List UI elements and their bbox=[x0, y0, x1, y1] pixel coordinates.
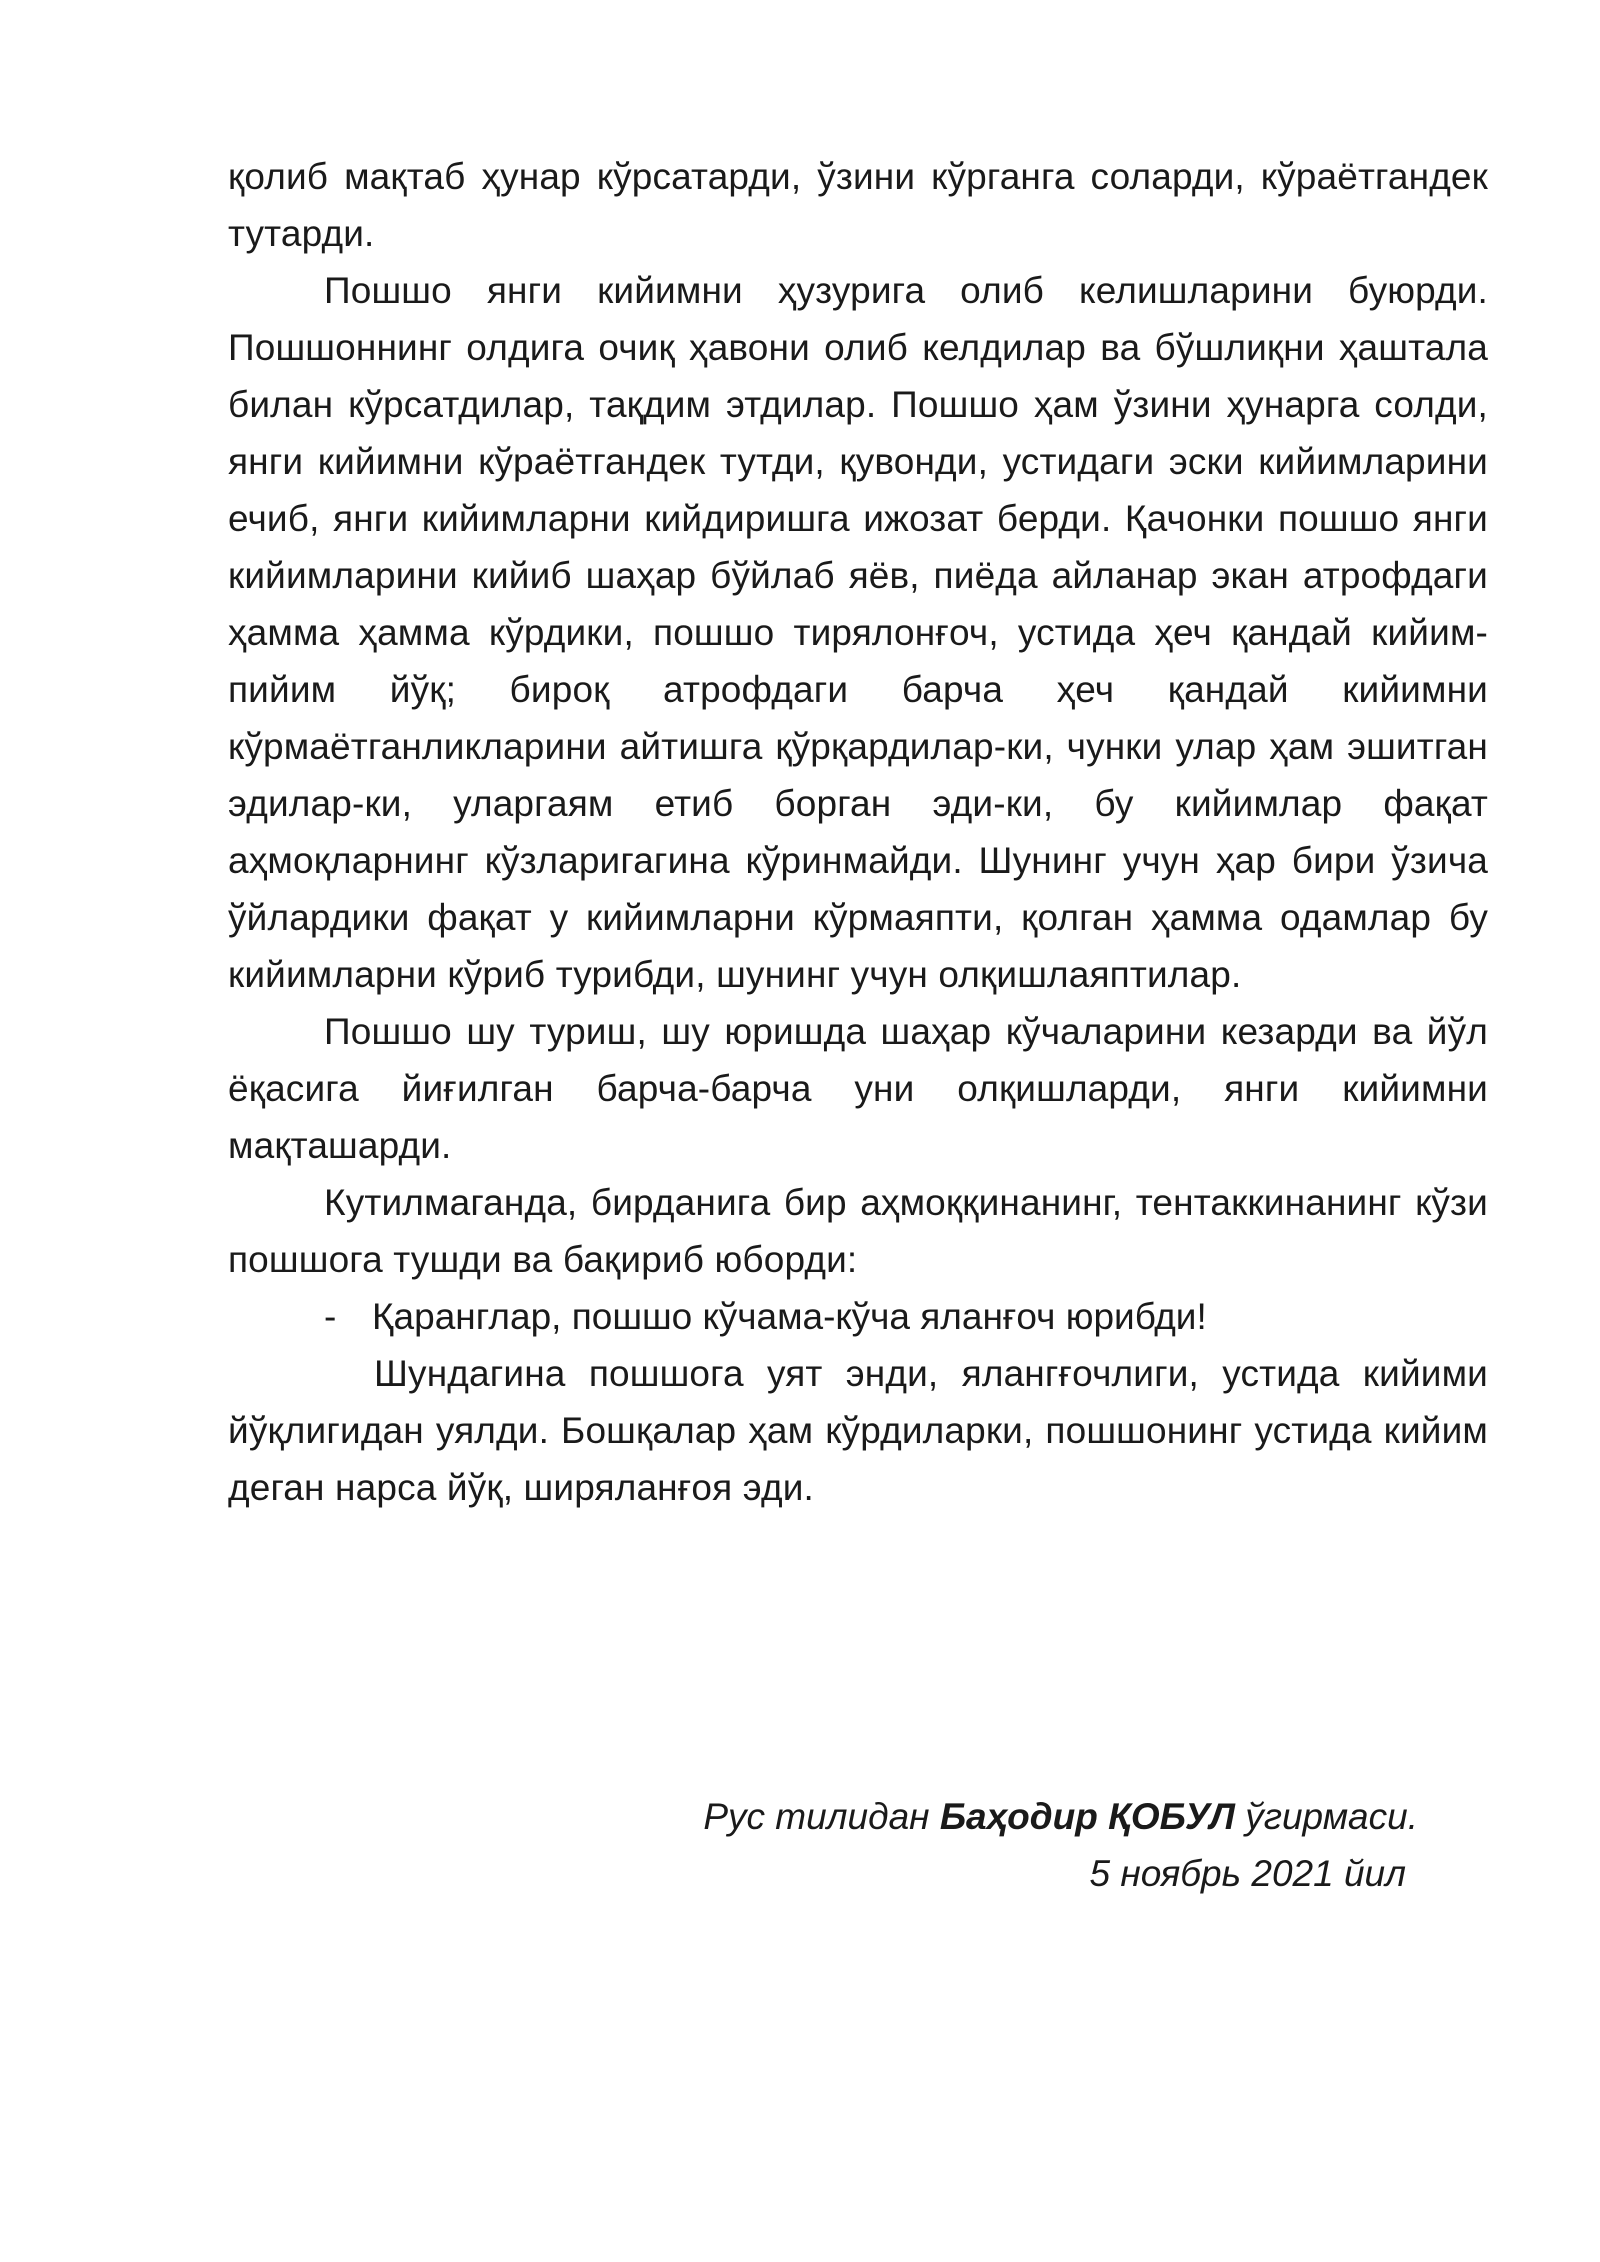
signature-prefix: Рус тилидан bbox=[703, 1796, 940, 1837]
paragraph-closing: Шундагина пошшога уят энди, ялангғочлиги, устида кийими йўқлигидан уялди. Бошқалар ҳам кўрдиларки, пошшонинг устида кийим деган нарса йўқ, ширяланғоя эди. bbox=[228, 1353, 1488, 1508]
signature-line bbox=[228, 1788, 1418, 1845]
paragraph-new-clothes: Пошшо янги кийимни ҳузурига олиб келишларини буюрди. Пошшоннинг олдига очиқ ҳавони олиб келдилар ва бўшлиқни ҳаштала билан кўрсатдилар, тақдим этдилар. Пошшо ҳам ўзини ҳунарга солди, янги кийимни кўраётгандек тутди, қувонди, устидаги эски кийимларини ечиб, янги кийимларни кийдиришга ижозат берди. Қачонки пошшо янги кийимларини кийиб шаҳар бўйлаб яёв, пиёда айланар экан атрофдаги ҳамма ҳамма кўрдики, пошшо тирялонғоч, устида ҳеч қандай кийим-пийим йўқ; бироқ атрофдаги барча ҳеч қандай кийимни кўрмаётганликларини айтишга қўрқардилар-ки, чунки улар ҳам эшитган эдилар-ки, уларгаям етиб борган эди-ки, бу кийимлар фақат аҳмоқларнинг кўзларигагина кўринмайди. Шунинг учун ҳар бири ўзича ўйлардики фақат у кийимларни кўрмаяпти, қолган ҳамма одамлар бу кийимларни кўриб турибди, шунинг учун олқишлаяптилар. bbox=[228, 270, 1488, 995]
translator-signature bbox=[228, 1788, 1418, 1902]
dialog-line bbox=[228, 1288, 1488, 1345]
signature-suffix: ўгирмаси. bbox=[1234, 1796, 1418, 1837]
paragraph-fool-shout: Кутилмаганда, бирданига бир аҳмоққинанинг, тентаккинанинг кўзи пошшога тушди ва бақириб юборди: bbox=[228, 1182, 1488, 1280]
signature-date: 5 ноябрь 2021 йил bbox=[1089, 1853, 1406, 1894]
document-page bbox=[228, 148, 1488, 1894]
paragraph-city-walk: Пошшо шу туриш, шу юришда шаҳар кўчаларини кезарди ва йўл ёқасига йиғилган барча-барча уни олқишларди, янги кийимни мақташарди. bbox=[228, 1011, 1488, 1166]
dialog-text: Қаранглар, пошшо кўчама-кўча яланғоч юрибди! bbox=[372, 1296, 1207, 1337]
translator-name: Баҳодир ҚОБУЛ bbox=[939, 1796, 1235, 1837]
paragraph-continuation: қолиб мақтаб ҳунар кўрсатарди, ўзини кўрганга соларди, кўраётгандек тутарди. bbox=[228, 156, 1488, 254]
dialog-dash: - bbox=[324, 1296, 337, 1337]
